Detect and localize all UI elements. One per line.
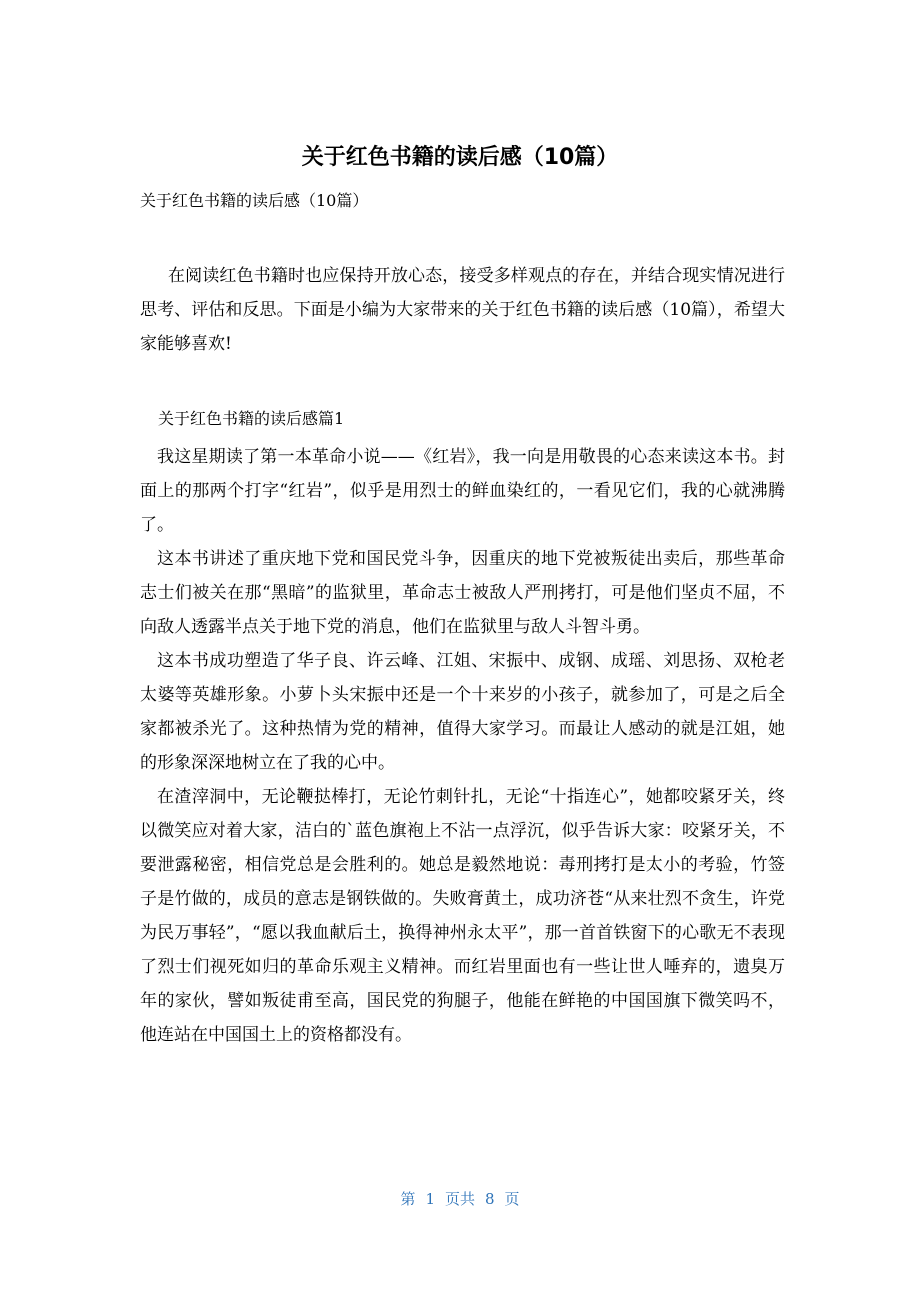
- page-suffix: 页: [504, 1190, 520, 1208]
- body-paragraph: 在渣滓洞中，无论鞭挞棒打，无论竹刺针扎，无论“十指连心”，她都咬紧牙关，终以微笑应对着大家，洁白的`蓝色旗袍上不沾一点浮沉，似乎告诉大家：咬紧牙关，不要泄露秘密，相信党总是会胜利的。她总是毅然地说：毒刑拷打是太小的考验，竹签子是竹做的，成员的意志是钢铁做的。失败膏黄土，成功济苍“从来壮烈不贪生，许党为民万事轻”，“愿以我血献后土，换得神州永太平”，那一首首铁窗下的心歌无不表现了烈士们视死如归的革命乐观主义精神。而红岩里面也有一些让世人唾弃的，遗臭万年的家伙，譬如叛徒甫至高，国民党的狗腿子，他能在鲜艳的中国国旗下微笑吗不，他连站在中国国土上的资格都没有。: [140, 787, 785, 1045]
- page-label: 第: [400, 1190, 416, 1208]
- document-title: 关于红色书籍的读后感（10篇）: [301, 145, 619, 170]
- body-paragraph: 这本书讲述了重庆地下党和国民党斗争，因重庆的地下党被叛徒出卖后，那些革命志士们被关在那“黑暗”的监狱里，革命志士被敌人严刑拷打，可是他们坚贞不屈，不向敌人透露半点关于地下党的消息，他们在监狱里与敌人斗智斗勇。: [140, 549, 785, 637]
- page-number: 1: [425, 1190, 435, 1208]
- of-label: 页共: [444, 1190, 475, 1208]
- body-paragraph: 这本书成功塑造了华子良、许云峰、江姐、宋振中、成钢、成瑶、刘思扬、双枪老太婆等英雄形象。小萝卜头宋振中还是一个十来岁的小孩子，就参加了，可是之后全家都被杀光了。这种热情为党的精神，值得大家学习。而最让人感动的就是江姐，她的形象深深地树立在了我的心中。: [140, 651, 785, 773]
- intro-paragraph: 在阅读红色书籍时也应保持开放心态，接受多样观点的存在，并结合现实情况进行思考、评估和反思。下面是小编为大家带来的关于红色书籍的读后感（10篇），希望大家能够喜欢!: [140, 266, 785, 354]
- intro-section: [140, 259, 785, 361]
- article-body: [140, 440, 785, 1052]
- total-pages: 8: [485, 1190, 495, 1208]
- body-paragraph: 我这星期读了第一本革命小说——《红岩》，我一向是用敬畏的心态来读这本书。封面上的那两个打字“红岩”，似乎是用烈士的鲜血染红的，一看见它们，我的心就沸腾了。: [140, 447, 785, 535]
- document-subtitle: 关于红色书籍的读后感（10篇）: [140, 191, 369, 210]
- page-footer: [0, 1186, 920, 1212]
- section-heading: 关于红色书籍的读后感篇1: [158, 409, 345, 428]
